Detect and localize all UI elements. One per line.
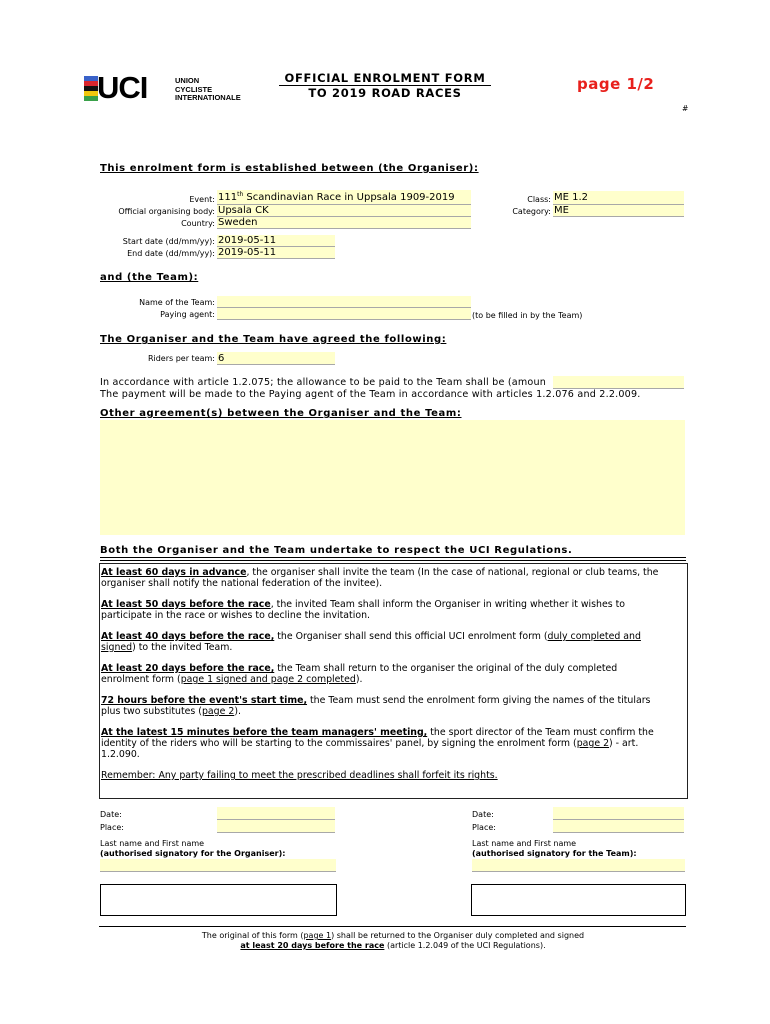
- category-label: Category:: [512, 207, 551, 216]
- team-date-label: Date:: [472, 810, 494, 819]
- rule-40-days-text-2: ) to the invited Team.: [132, 642, 233, 653]
- rule-15-minutes-text-3: ) - art.: [609, 738, 639, 749]
- rule-50-days-text: , the invited Team shall inform the Organiser in writing whether it wishes to: [270, 599, 625, 610]
- end-date-field[interactable]: 2019-05-11: [217, 247, 335, 259]
- rule-40-days-underline-2: signed: [101, 642, 133, 653]
- form-title: [279, 71, 491, 100]
- paying-agent-label: Paying agent:: [160, 310, 215, 319]
- footer-note: [100, 931, 686, 951]
- rule-72-hours-text-2: plus two substitutes (: [101, 706, 202, 717]
- organiser-date-field[interactable]: [217, 807, 335, 820]
- start-date-label: Start date (dd/mm/yy):: [122, 237, 215, 246]
- team-name-label-sign: [472, 839, 637, 859]
- footer-page-ref: page 1: [303, 931, 332, 940]
- organiser-signatory-label: (authorised signatory for the Organiser):: [100, 849, 286, 858]
- organiser-heading: This enrolment form is established between (the Organiser):: [100, 163, 479, 174]
- paying-agent-field[interactable]: [217, 308, 471, 320]
- logo-line-union: UNION: [175, 76, 200, 85]
- rule-40-days-deadline: At least 40 days before the race,: [101, 631, 275, 642]
- riders-field[interactable]: 6: [217, 352, 335, 365]
- team-signature-box[interactable]: [471, 884, 686, 916]
- organiser-name-label: [100, 839, 285, 859]
- logo-wordmark: UCI: [97, 70, 148, 105]
- allowance-text: In accordance with article 1.2.075; the allowance to be paid to the Team shall be (amoun: [100, 377, 547, 388]
- footer-text-3: (article 1.2.049 of the UCI Regulations).: [384, 941, 546, 950]
- start-date-field[interactable]: 2019-05-11: [217, 235, 335, 247]
- organiser-signature-box[interactable]: [100, 884, 337, 916]
- form-title-line2: TO 2019 ROAD RACES: [308, 86, 462, 100]
- allowance-field[interactable]: [553, 376, 684, 389]
- event-field[interactable]: [217, 190, 471, 205]
- rule-72-hours-deadline: 72 hours before the event's start time,: [101, 695, 308, 706]
- logo-line-cycliste: CYCLISTE: [175, 84, 213, 94]
- paying-agent-note: (to be filled in by the Team): [472, 311, 583, 320]
- rule-72-hours: [101, 695, 686, 717]
- event-ordinal-suffix: th: [237, 191, 244, 198]
- page-indicator: page 1/2: [577, 75, 655, 93]
- rule-15-minutes-text: the sport director of the Team must confirm the: [427, 727, 654, 738]
- team-place-label: Place:: [472, 823, 496, 832]
- rule-20-days-text: the Team shall return to the organiser the original of the duly completed: [274, 663, 618, 674]
- rule-60-days-text-2: organiser shall notify the national federation of the invitee).: [101, 578, 383, 589]
- team-date-field[interactable]: [553, 807, 684, 820]
- rule-40-days-text: the Organiser shall send this official UCI enrolment form (: [274, 631, 548, 642]
- rules-heading: Both the Organiser and the Team undertake to respect the UCI Regulations.: [100, 545, 573, 556]
- hash-mark: #: [682, 104, 689, 113]
- rule-50-days: [101, 599, 686, 621]
- country-field[interactable]: Sweden: [217, 217, 471, 229]
- footer-deadline: at least 20 days before the race: [240, 941, 385, 950]
- riders-label: Riders per team:: [147, 354, 215, 363]
- logo-line-internationale: INTERNATIONALE: [175, 93, 241, 103]
- class-field[interactable]: ME 1.2: [553, 191, 684, 205]
- organiser-place-label: Place:: [100, 823, 124, 832]
- rule-15-minutes-deadline: At the latest 15 minutes before the team managers' meeting,: [101, 727, 428, 738]
- team-name-label: Name of the Team:: [139, 298, 215, 307]
- event-name: Scandinavian Race in Uppsala 1909-2019: [243, 192, 455, 203]
- organiser-name-label-line1: Last name and First name: [100, 839, 205, 848]
- team-signatory-name-field[interactable]: [472, 859, 685, 872]
- team-heading: and (the Team):: [100, 272, 199, 283]
- organiser-date-label: Date:: [100, 810, 122, 819]
- rule-60-days-deadline: At least 60 days in advance: [101, 567, 247, 578]
- remember-note: Remember: Any party failing to meet the prescribed deadlines shall forfeit its rights.: [101, 770, 498, 781]
- rule-40-days-underline: duly completed and: [547, 631, 641, 642]
- team-name-field[interactable]: [217, 296, 471, 308]
- event-label: Event:: [189, 195, 215, 204]
- other-agreement-heading: Other agreement(s) between the Organiser and the Team:: [100, 408, 462, 419]
- team-signatory-label: (authorised signatory for the Team):: [472, 849, 637, 858]
- rule-20-days: [101, 663, 686, 685]
- payment-text: The payment will be made to the Paying agent of the Team in accordance with articles 1.2.076 and 2.2.009.: [100, 389, 641, 400]
- organiser-place-field[interactable]: [217, 820, 335, 833]
- rule-20-days-underline: page 1 signed and page 2 completed: [180, 674, 356, 685]
- organising-body-label: Official organising body:: [118, 207, 215, 216]
- class-label: Class:: [527, 195, 551, 204]
- rule-15-minutes-text-2: identity of the riders who will be starting to the commissaires' panel, by signing the enrolment form (: [101, 738, 577, 749]
- rule-20-days-deadline: At least 20 days before the race,: [101, 663, 275, 674]
- rule-50-days-text-2: participate in the race or wishes to decline the invitation.: [101, 610, 370, 621]
- rule-20-days-text-3: ).: [355, 674, 363, 685]
- rule-60-days: [101, 567, 686, 589]
- rule-20-days-text-2: enrolment form (: [101, 674, 181, 685]
- uci-logo: [84, 70, 254, 105]
- form-title-line1: OFFICIAL ENROLMENT FORM: [279, 71, 491, 86]
- rule-72-hours-underline: page 2: [201, 706, 235, 717]
- category-field[interactable]: ME: [553, 205, 684, 217]
- organising-body-field[interactable]: Upsala CK: [217, 205, 471, 217]
- footer-text-1: The original of this form (: [201, 931, 304, 940]
- team-name-label-line1: Last name and First name: [472, 839, 577, 848]
- rule-50-days-deadline: At least 50 days before the race: [101, 599, 271, 610]
- event-ordinal: 111: [218, 192, 238, 203]
- team-place-field[interactable]: [553, 820, 684, 833]
- rule-15-minutes: [101, 727, 686, 760]
- rainbow-stripes-icon: [84, 76, 98, 101]
- footer-text-2: ) shall be returned to the Organiser duly completed and signed: [331, 931, 585, 940]
- rule-72-hours-text-3: ).: [234, 706, 241, 717]
- rule-60-days-text: , the organiser shall invite the team (In the case of national, regional or club teams, the: [246, 567, 659, 578]
- end-date-label: End date (dd/mm/yy):: [127, 249, 215, 258]
- rule-15-minutes-text-4: 1.2.090.: [101, 749, 140, 760]
- rule-72-hours-text: the Team must send the enrolment form giving the names of the titulars: [307, 695, 651, 706]
- agreement-heading: The Organiser and the Team have agreed the following:: [100, 334, 447, 345]
- country-label: Country:: [181, 219, 215, 228]
- other-agreement-field[interactable]: [100, 420, 685, 535]
- organiser-name-field[interactable]: [100, 859, 336, 872]
- rule-40-days: [101, 631, 686, 653]
- rule-15-minutes-underline: page 2: [576, 738, 610, 749]
